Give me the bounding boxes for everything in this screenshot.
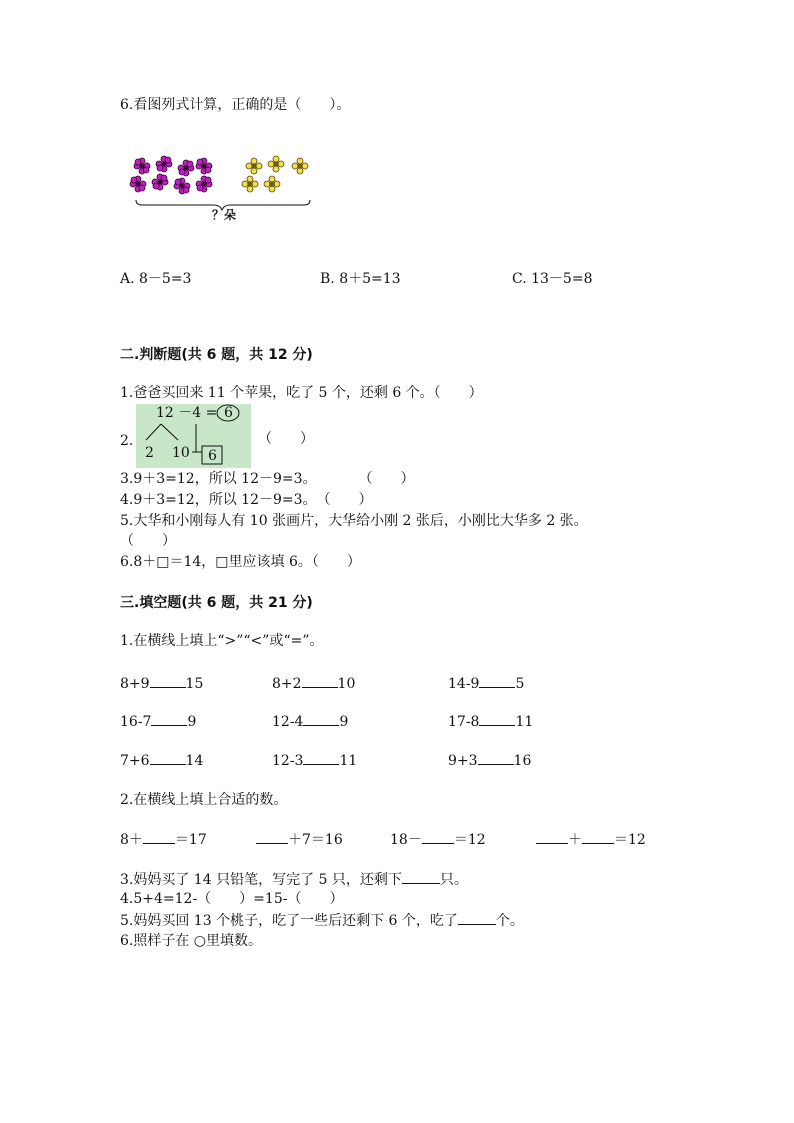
option-c[interactable]: C. 13－5=8 [512, 271, 593, 287]
compare-blank[interactable] [303, 751, 339, 765]
fill-q6: 6.照样子在 ○里填数。 [120, 933, 263, 949]
judge-item-5-paren[interactable]: （ ） [120, 533, 176, 549]
compare-item: 8+9 15 [120, 676, 204, 692]
compare-blank[interactable] [479, 674, 515, 688]
number-blank[interactable] [422, 830, 454, 844]
fill-q5: 5.妈妈买回 13 个桃子，吃了一些后还剩下 6 个，吃了 个。 [120, 913, 524, 929]
answer-blank[interactable] [458, 911, 496, 925]
compare-item: 17-8 11 [448, 714, 534, 730]
compare-blank[interactable] [302, 674, 338, 688]
section-2-title: 二.判断题(共 6 题，共 12 分) [120, 347, 313, 363]
compare-item: 14-9 5 [448, 676, 525, 692]
diagram-top-expression: 12 －4 = [156, 405, 218, 421]
purple-flowers [130, 156, 212, 194]
compare-item: 8+2 10 [272, 676, 356, 692]
number-blank[interactable] [143, 830, 175, 844]
question-6-text: 6.看图列式计算，正确的是（ ）。 [120, 97, 351, 113]
compare-item: 12-4 9 [272, 714, 349, 730]
number-blank[interactable] [582, 830, 614, 844]
judge-item-3: 3.9＋3=12，所以 12－9=3。 （ ） [120, 471, 415, 487]
diagram-circle-value: 6 [224, 405, 233, 421]
fill-q2-item-a: 8＋ ＝17 [120, 832, 207, 848]
diagram-left-number: 2 [145, 445, 154, 461]
judge-item-1: 1.爸爸买回来 11 个苹果，吃了 5 个，还剩 6 个。（ ） [120, 385, 483, 401]
judge-item-4: 4.9＋3=12，所以 12－9=3。 （ ） [120, 492, 373, 508]
diagram-box-value: 6 [208, 448, 217, 464]
fill-q2-item-b: ＋7＝16 [256, 830, 343, 849]
answer-blank[interactable] [402, 870, 440, 884]
fill-q4: 4.5+4=12-（ ）=15-（ ） [120, 891, 344, 907]
flowers-question-label: ？朵 [212, 208, 237, 222]
number-blank[interactable] [256, 830, 288, 844]
judge-item-2-paren[interactable]: （ ） [258, 431, 314, 447]
subtraction-diagram [136, 404, 251, 468]
compare-item: 9+3 16 [448, 753, 532, 769]
compare-blank[interactable] [303, 712, 339, 726]
compare-blank[interactable] [479, 712, 515, 726]
judge-item-5: 5.大华和小刚每人有 10 张画片，大华给小刚 2 张后，小刚比大华多 2 张。 [120, 513, 588, 529]
judge-item-6: 6.8＋□＝14，□里应该填 6。（ ） [120, 554, 361, 570]
compare-blank[interactable] [151, 712, 187, 726]
compare-blank[interactable] [478, 751, 514, 765]
section-3-title: 三.填空题(共 6 题，共 21 分) [120, 595, 313, 611]
compare-blank[interactable] [150, 674, 186, 688]
compare-item: 16-7 9 [120, 714, 197, 730]
fill-q2-item-c: 18－ ＝12 [390, 832, 486, 848]
number-blank[interactable] [536, 830, 568, 844]
compare-item: 12-3 11 [272, 753, 358, 769]
option-b[interactable]: B. 8＋5=13 [320, 271, 401, 287]
compare-blank[interactable] [150, 751, 186, 765]
judge-item-2: 2. [120, 433, 134, 449]
fill-q2-item-d: ＋ ＝12 [536, 830, 646, 849]
fill-q2-prompt: 2.在横线上填上合适的数。 [120, 792, 288, 808]
fill-q1-prompt: 1.在横线上填上“>”“<”或“=”。 [120, 633, 324, 649]
diagram-mid-number: 10 [172, 445, 190, 461]
yellow-flowers [242, 156, 308, 192]
option-a[interactable]: A. 8－5=3 [120, 271, 192, 287]
fill-q3: 3.妈妈买了 14 只铅笔，写完了 5 只，还剩下 只。 [120, 872, 468, 888]
compare-item: 7+6 14 [120, 753, 204, 769]
